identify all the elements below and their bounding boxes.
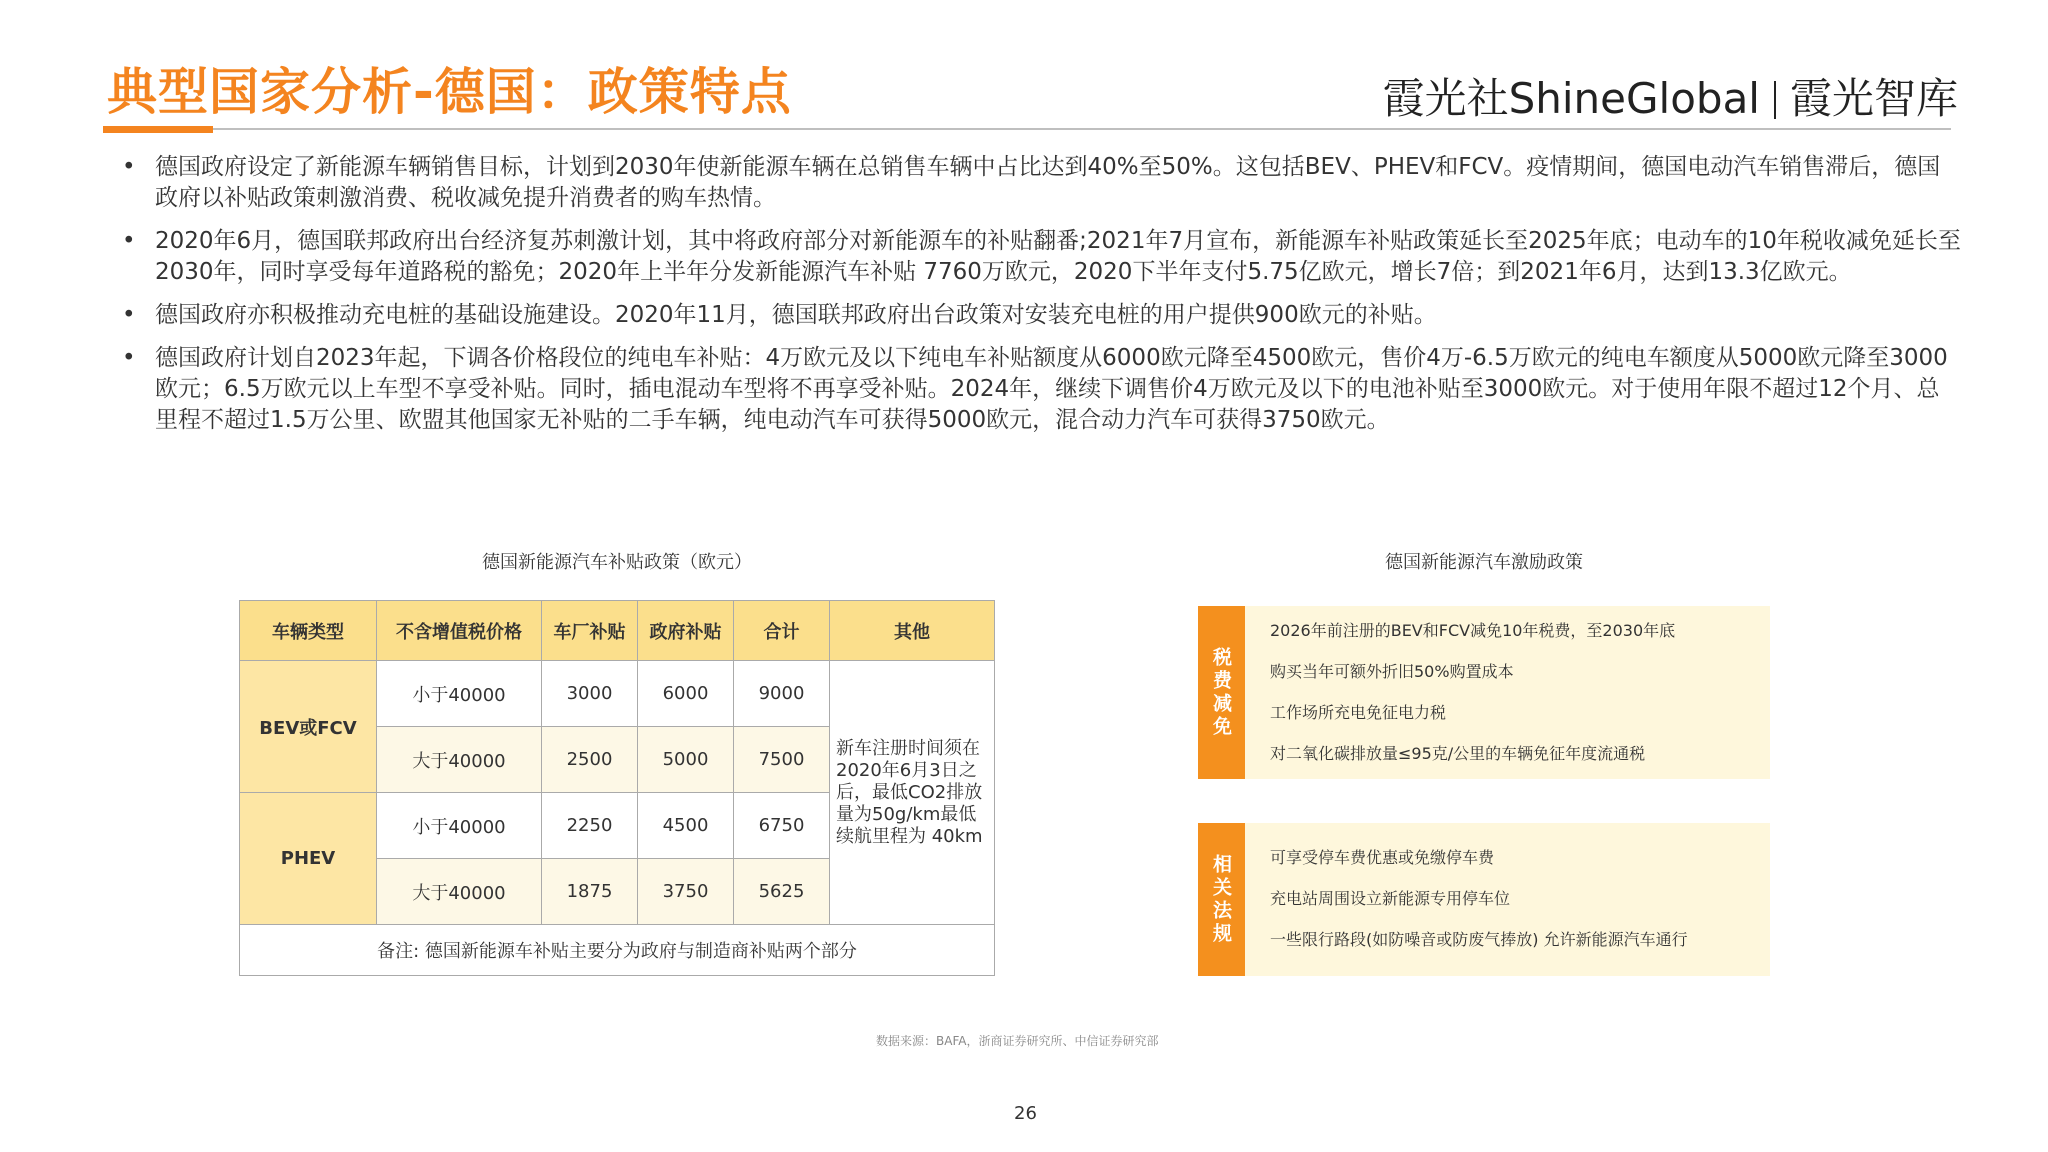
header-divider (103, 128, 1951, 130)
policy-item: 对二氧化碳排放量≤95克/公里的车辆免征年度流通税 (1270, 744, 1646, 763)
table-cell: 9000 (734, 661, 830, 727)
table-cell: 7500 (734, 727, 830, 793)
table-header-cell: 政府补贴 (638, 601, 734, 661)
policy-block-regulations (1198, 823, 1770, 976)
brand-name-right: 霞光智库 (1789, 74, 1958, 123)
table-cell: 3750 (638, 859, 734, 925)
bullet-item: • 2020年6月，德国联邦政府出台经济复苏刺激计划，其中将政府部分对新能源车的补贴翻番;2021年7月宣布，新能源车补贴政策延长至2025年底；电动车的10年税收减免延长至2030年，同时享受每年道路税的豁免；2020年上半年分发新能源汽车补贴 7760万欧元，2020下半年支付5.75亿欧元，增长7倍；到2021年6月，达到13.3亿欧元。 (122, 226, 1962, 288)
other-requirements-cell: 新车注册时间须在2020年6月3日之后，最低CO2排放量为50g/km最低续航里程为 40km (830, 661, 995, 925)
page-number: 26 (1014, 1103, 1037, 1124)
bullet-item: • 德国政府亦积极推动充电桩的基础设施建设。2020年11月，德国联邦政府出台政策对安装充电桩的用户提供900欧元的补贴。 (122, 300, 1962, 331)
vehicle-type-cell: PHEV (240, 793, 377, 925)
table-header-cell: 车厂补贴 (542, 601, 638, 661)
table-cell: 6000 (638, 661, 734, 727)
brand-separator (1774, 81, 1776, 119)
table-cell: 2500 (542, 727, 638, 793)
table-cell: 1875 (542, 859, 638, 925)
policy-item: 充电站周围设立新能源专用停车位 (1270, 889, 1511, 908)
policy-tag: 相关法规 (1198, 823, 1245, 976)
table-cell: 小于40000 (377, 661, 542, 727)
table-row (240, 661, 995, 727)
policy-list (1245, 606, 1770, 779)
bullet-item: • 德国政府计划自2023年起，下调各价格段位的纯电车补贴：4万欧元及以下纯电车补贴额度从6000欧元降至4500欧元，售价4万-6.5万欧元的纯电车额度从5000欧元降至3000欧元；6.5万欧元以上车型不享受补贴。同时，插电混动车型将不再享受补贴。2024年，继续下调售价4万欧元及以下的电池补贴至3000欧元。对于使用年限不超过12个月、总里程不超过1.5万公里、欧盟其他国家无补贴的二手车辆，纯电动汽车可获得5000欧元，混合动力汽车可获得3750欧元。 (122, 343, 1962, 436)
table-note: 备注: 德国新能源车补贴主要分为政府与制造商补贴两个部分 (240, 925, 995, 976)
incentive-caption: 德国新能源汽车激励政策 (1385, 552, 1583, 573)
bullet-list (122, 152, 1962, 448)
table-header-cell: 合计 (734, 601, 830, 661)
bullet-item: • 德国政府设定了新能源车辆销售目标，计划到2030年使新能源车辆在总销售车辆中占比达到40%至50%。这包括BEV、PHEV和FCV。疫情期间，德国电动汽车销售滞后，德国政府以补贴政策刺激消费、税收减免提升消费者的购车热情。 (122, 152, 1962, 214)
table-cell: 6750 (734, 793, 830, 859)
table-cell: 5625 (734, 859, 830, 925)
subsidy-table (239, 600, 995, 976)
brand-logo (1383, 66, 1958, 126)
policy-tag: 税费减免 (1198, 606, 1245, 779)
brand-name-left: 霞光社ShineGlobal (1382, 74, 1760, 123)
table-header-row (240, 601, 995, 661)
policy-item: 工作场所充电免征电力税 (1270, 703, 1447, 722)
data-source: 数据来源：BAFA，浙商证券研究所、中信证券研究部 (876, 1034, 1159, 1048)
table-cell: 大于40000 (377, 859, 542, 925)
table-header-cell: 车辆类型 (240, 601, 377, 661)
page-title: 典型国家分析-德国：政策特点 (107, 63, 792, 121)
table-header-cell: 其他 (830, 601, 995, 661)
policy-item: 2026年前注册的BEV和FCV减免10年税费，至2030年底 (1270, 621, 1676, 640)
table-cell: 3000 (542, 661, 638, 727)
table-header-cell: 不含增值税价格 (377, 601, 542, 661)
table-cell: 大于40000 (377, 727, 542, 793)
vehicle-type-cell: BEV或FCV (240, 661, 377, 793)
table-cell: 4500 (638, 793, 734, 859)
table-cell: 小于40000 (377, 793, 542, 859)
table-note-row (240, 925, 995, 976)
table-cell: 5000 (638, 727, 734, 793)
policy-item: 购买当年可额外折旧50%购置成本 (1270, 662, 1514, 681)
subsidy-table-caption: 德国新能源汽车补贴政策（欧元） (482, 552, 752, 573)
policy-item: 一些限行路段(如防噪音或防废气捧放) 允许新能源汽车通行 (1270, 930, 1688, 949)
table-cell: 2250 (542, 793, 638, 859)
policy-item: 可享受停车费优惠或免缴停车费 (1270, 848, 1495, 867)
policy-list (1245, 823, 1770, 976)
policy-block-tax (1198, 606, 1770, 779)
header-divider-accent (103, 126, 213, 133)
